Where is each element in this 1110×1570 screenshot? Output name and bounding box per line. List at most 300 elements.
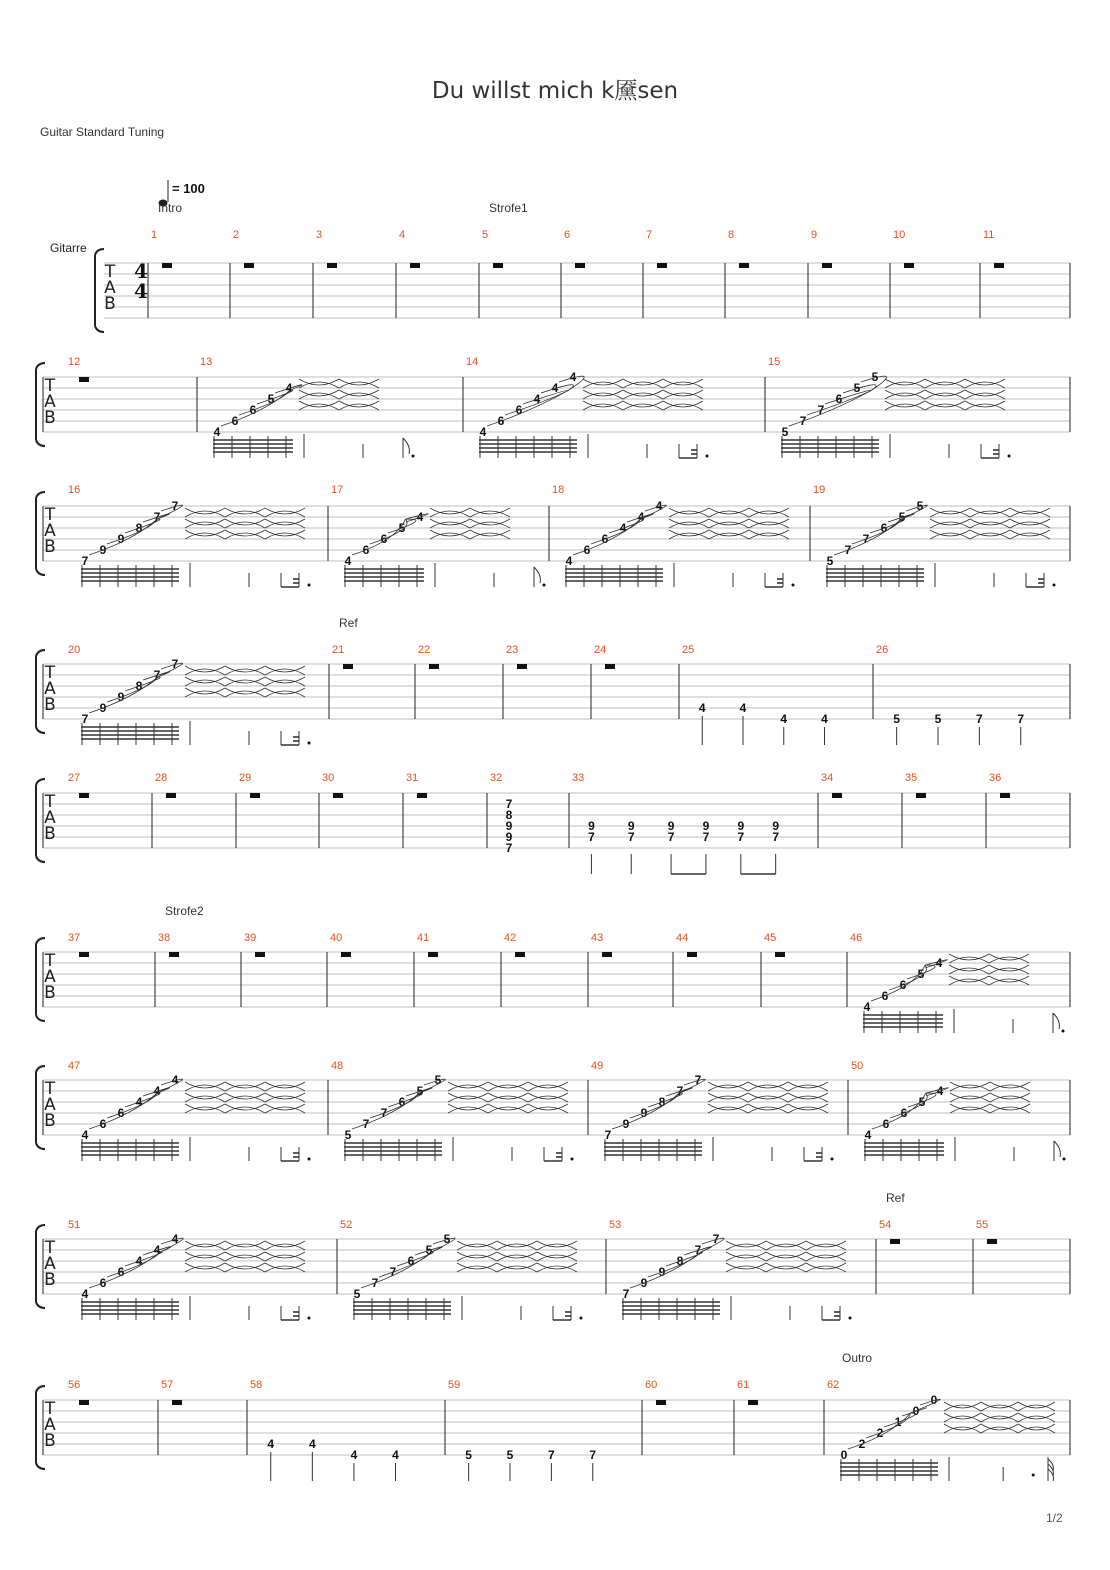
whole-rest xyxy=(994,263,1004,268)
section-label: Strofe2 xyxy=(165,904,204,918)
measure-number: 18 xyxy=(552,484,565,496)
measure-number: 4 xyxy=(399,229,406,241)
measure-number: 35 xyxy=(905,772,918,784)
fret-number: 5 xyxy=(267,392,275,406)
fret-number: 7 xyxy=(362,1117,370,1131)
fret-number: 5 xyxy=(465,1448,472,1462)
fret-number: 5 xyxy=(353,1287,361,1301)
whole-rest xyxy=(341,952,351,957)
tab-clef-letter: A xyxy=(44,1415,56,1435)
fret-number: 6 xyxy=(583,543,591,557)
tab-clef-letter: A xyxy=(44,1254,56,1274)
fret-number: 8 xyxy=(676,1254,684,1268)
tab-clef-letter: A xyxy=(44,679,56,699)
fret-number: 2 xyxy=(858,1437,866,1451)
measure-number: 50 xyxy=(851,1060,864,1072)
section-label: Ref xyxy=(886,1191,905,1205)
bracket-bottom-hook xyxy=(36,727,45,733)
whole-rest xyxy=(657,263,667,268)
fret-number: 5 xyxy=(871,370,879,384)
dot xyxy=(849,1317,852,1320)
measure-number: 1 xyxy=(151,229,158,241)
measure-number: 25 xyxy=(682,644,695,656)
fret-number: 5 xyxy=(916,499,924,513)
fret-number: 4 xyxy=(153,1084,161,1098)
fret-number: 5 xyxy=(416,1084,424,1098)
bracket-bottom-hook xyxy=(36,856,45,862)
measure-number: 3 xyxy=(316,229,323,241)
measure-number: 30 xyxy=(322,772,335,784)
measure-number: 16 xyxy=(68,484,81,496)
measure-number: 41 xyxy=(417,932,430,944)
fret-number: 4 xyxy=(864,1128,872,1142)
fret-number: 6 xyxy=(99,1276,107,1290)
fret-number: 1 xyxy=(894,1415,902,1429)
whole-rest xyxy=(166,793,176,798)
fret-number: 7 xyxy=(712,1232,720,1246)
fret-number: 4 xyxy=(698,701,706,715)
tab-clef-letter: T xyxy=(44,951,56,971)
fret-number: 7 xyxy=(694,1073,702,1087)
tab-clef-letter: B xyxy=(44,408,56,428)
fret-number: 5 xyxy=(398,521,406,535)
fret-number: 4 xyxy=(551,381,559,395)
whole-rest xyxy=(1000,793,1010,798)
measure-number: 60 xyxy=(645,1379,658,1391)
measure-number: 9 xyxy=(811,229,818,241)
measure-number: 29 xyxy=(239,772,252,784)
tab-clef-letter: T xyxy=(44,1238,56,1258)
fret-number: 4 xyxy=(619,521,627,535)
instrument-name: Gitarre xyxy=(50,241,87,255)
measure-number: 58 xyxy=(250,1379,263,1391)
fret-number: 7 xyxy=(1017,712,1025,726)
fret-number: 7 xyxy=(622,1287,630,1301)
fret-number: 4 xyxy=(863,1000,871,1014)
note-flag xyxy=(403,438,409,454)
tempo-marking: = 100 xyxy=(172,181,205,196)
whole-rest xyxy=(575,263,585,268)
fret-number: 5 xyxy=(506,1448,514,1462)
dot xyxy=(792,584,795,587)
fret-number: 4 xyxy=(285,381,293,395)
whole-rest xyxy=(493,263,503,268)
bracket-bottom-hook xyxy=(36,569,45,575)
fret-number: 7 xyxy=(702,830,710,844)
fret-number: 7 xyxy=(589,1448,597,1462)
whole-rest xyxy=(775,952,785,957)
let-ring-arc xyxy=(239,390,290,415)
fret-number: 7 xyxy=(380,1106,388,1120)
fret-number: 7 xyxy=(799,414,807,428)
let-ring-arc xyxy=(107,519,157,544)
whole-rest xyxy=(327,263,337,268)
fret-number: 7 xyxy=(694,1243,702,1257)
fret-number: 4 xyxy=(392,1448,399,1462)
fret-number: 7 xyxy=(817,403,825,417)
bracket-bottom-hook xyxy=(36,1302,45,1308)
whole-rest xyxy=(916,793,926,798)
time-signature-bottom: 4 xyxy=(134,279,148,303)
fret-number: 5 xyxy=(934,712,942,726)
measure-number: 10 xyxy=(893,229,906,241)
fret-number: 6 xyxy=(601,532,609,546)
fret-number: 4 xyxy=(308,1437,316,1451)
bracket-bottom-hook xyxy=(36,1015,45,1021)
fret-number: 4 xyxy=(936,1084,944,1098)
fret-number: 8 xyxy=(658,1095,666,1109)
whole-rest xyxy=(656,1400,666,1405)
dot xyxy=(1032,1474,1035,1477)
fret-number: 7 xyxy=(505,841,513,855)
note-flag xyxy=(1054,1141,1060,1157)
fret-number: 4 xyxy=(267,1437,275,1451)
fret-number: 4 xyxy=(171,1073,179,1087)
measure-number: 28 xyxy=(155,772,168,784)
dot xyxy=(412,455,415,458)
fret-number: 7 xyxy=(588,830,595,844)
fret-number: 7 xyxy=(371,1276,379,1290)
measure-number: 49 xyxy=(591,1060,604,1072)
whole-rest xyxy=(250,793,260,798)
fret-number: 9 xyxy=(640,1276,648,1290)
fret-number: 7 xyxy=(976,712,983,726)
dot xyxy=(571,1158,574,1161)
whole-rest xyxy=(822,263,832,268)
fret-number: 4 xyxy=(135,1254,143,1268)
tab-clef-letter: B xyxy=(44,1111,56,1131)
measure-number: 39 xyxy=(244,932,257,944)
measure-number: 54 xyxy=(879,1219,892,1231)
measure-number: 62 xyxy=(827,1379,840,1391)
let-ring-arc xyxy=(852,519,901,544)
page-number: 1/2 xyxy=(1046,1511,1063,1525)
section-label: Ref xyxy=(339,616,358,630)
fret-number: 9 xyxy=(505,830,513,844)
let-ring-arc xyxy=(370,1093,419,1118)
fret-number: 9 xyxy=(667,819,675,833)
dot xyxy=(1063,1158,1066,1161)
tab-clef-letter: B xyxy=(44,1431,56,1451)
fret-number: 6 xyxy=(231,414,239,428)
fret-number: 5 xyxy=(781,425,789,439)
tuning-label: Guitar Standard Tuning xyxy=(40,125,165,139)
fret-number: 4 xyxy=(350,1448,358,1462)
fret-number: 6 xyxy=(398,1095,406,1109)
measure-number: 13 xyxy=(200,356,213,368)
fret-number: 7 xyxy=(676,1084,684,1098)
fret-number: 7 xyxy=(627,830,635,844)
fret-number: 0 xyxy=(912,1404,920,1418)
note-flag xyxy=(1053,1013,1059,1029)
measure-number: 26 xyxy=(876,644,889,656)
measure-number: 14 xyxy=(466,356,479,368)
dot xyxy=(706,455,709,458)
fret-number: 6 xyxy=(249,403,257,417)
tab-clef-letter: A xyxy=(44,392,56,412)
whole-rest xyxy=(428,952,438,957)
whole-rest xyxy=(79,952,89,957)
measure-number: 36 xyxy=(989,772,1002,784)
fret-number: 7 xyxy=(772,830,780,844)
fret-number: 9 xyxy=(658,1265,666,1279)
tab-clef-letter: T xyxy=(44,505,56,525)
tab-clef-letter: A xyxy=(44,808,56,828)
fret-number: 4 xyxy=(213,425,221,439)
measure-number: 7 xyxy=(646,229,653,241)
bracket-top-hook xyxy=(36,1386,45,1392)
whole-rest xyxy=(172,1400,182,1405)
measure-number: 27 xyxy=(68,772,81,784)
fret-number: 9 xyxy=(627,819,635,833)
fret-number: 6 xyxy=(362,543,370,557)
fret-number: 7 xyxy=(81,554,89,568)
fret-number: 6 xyxy=(497,414,505,428)
measure-number: 21 xyxy=(332,644,345,656)
fret-number: 7 xyxy=(81,712,89,726)
whole-rest xyxy=(515,952,525,957)
measure-number: 53 xyxy=(609,1219,622,1231)
measure-number: 2 xyxy=(233,229,240,241)
whole-rest xyxy=(987,1239,997,1244)
section-label: Intro xyxy=(158,201,183,215)
measure-number: 56 xyxy=(68,1379,81,1391)
fret-number: 5 xyxy=(443,1232,451,1246)
whole-rest xyxy=(410,263,420,268)
fret-number: 9 xyxy=(505,819,513,833)
bracket-top-hook xyxy=(36,492,45,498)
fret-number: 4 xyxy=(655,499,663,513)
fret-number: 7 xyxy=(171,657,179,671)
fret-number: 6 xyxy=(835,392,843,406)
fret-number: 4 xyxy=(153,1243,161,1257)
fret-number: 7 xyxy=(171,499,179,513)
measure-number: 46 xyxy=(850,932,863,944)
fret-number: 5 xyxy=(344,1128,352,1142)
dot xyxy=(543,584,546,587)
whole-rest xyxy=(333,793,343,798)
measure-number: 51 xyxy=(68,1219,81,1231)
measure-number: 43 xyxy=(591,932,604,944)
tab-clef-letter: B xyxy=(104,294,116,314)
measure-number: 48 xyxy=(331,1060,344,1072)
fret-number: 9 xyxy=(640,1106,648,1120)
fret-number: 8 xyxy=(505,808,513,822)
fret-number: 4 xyxy=(637,510,645,524)
bracket-bottom-hook xyxy=(36,440,45,446)
bracket-bottom-hook xyxy=(95,326,104,332)
fret-number: 5 xyxy=(434,1073,442,1087)
measure-number: 44 xyxy=(676,932,689,944)
measure-number: 55 xyxy=(976,1219,989,1231)
whole-rest xyxy=(343,664,353,669)
tab-clef-letter: T xyxy=(44,792,56,812)
tab-clef-letter: T xyxy=(104,262,116,282)
measure-number: 34 xyxy=(821,772,834,784)
fret-number: 7 xyxy=(548,1448,555,1462)
fret-number: 6 xyxy=(880,521,888,535)
fret-number: 5 xyxy=(853,381,861,395)
section-label: Outro xyxy=(842,1351,873,1365)
whole-rest xyxy=(79,377,89,382)
tab-clef-letter: T xyxy=(44,1079,56,1099)
tab-clef-letter: T xyxy=(44,1399,56,1419)
fret-number: 4 xyxy=(935,956,943,970)
measure-number: 47 xyxy=(68,1060,81,1072)
fret-number: 9 xyxy=(117,532,125,546)
let-ring-arc xyxy=(107,1252,160,1277)
tab-clef-letter: A xyxy=(104,278,116,298)
fret-number: 7 xyxy=(844,543,852,557)
fret-number: 4 xyxy=(569,370,577,384)
whole-rest xyxy=(429,664,439,669)
fret-number: 0 xyxy=(840,1448,848,1462)
measure-number: 52 xyxy=(340,1219,353,1231)
let-ring-arc xyxy=(107,1093,157,1118)
fret-number: 4 xyxy=(171,1232,179,1246)
fret-number: 4 xyxy=(739,701,747,715)
fret-number: 6 xyxy=(117,1265,125,1279)
fret-number: 4 xyxy=(135,1095,143,1109)
fret-number: 5 xyxy=(425,1243,433,1257)
whole-rest xyxy=(79,793,89,798)
fret-number: 4 xyxy=(821,712,828,726)
fret-number: 6 xyxy=(380,532,388,546)
measure-number: 31 xyxy=(406,772,419,784)
whole-rest xyxy=(417,793,427,798)
fret-number: 8 xyxy=(135,679,143,693)
whole-rest xyxy=(79,1400,89,1405)
fret-number: 6 xyxy=(117,1106,125,1120)
measure-number: 6 xyxy=(564,229,571,241)
fret-number: 7 xyxy=(153,668,161,682)
bracket-top-hook xyxy=(36,938,45,944)
fret-number: 7 xyxy=(505,797,513,811)
measure-number: 11 xyxy=(983,229,995,241)
whole-rest xyxy=(169,952,179,957)
measure-number: 45 xyxy=(764,932,777,944)
tab-clef-letter: B xyxy=(44,983,56,1003)
tab-clef-letter: B xyxy=(44,695,56,715)
dot xyxy=(308,1317,311,1320)
measure-number: 57 xyxy=(161,1379,174,1391)
fret-number: 4 xyxy=(344,554,352,568)
fret-number: 5 xyxy=(918,1095,926,1109)
fret-number: 6 xyxy=(899,978,907,992)
whole-rest xyxy=(602,952,612,957)
measure-number: 8 xyxy=(728,229,735,241)
whole-rest xyxy=(904,263,914,268)
tab-clef-letter: B xyxy=(44,537,56,557)
whole-rest xyxy=(687,952,697,957)
measure-number: 20 xyxy=(68,644,81,656)
dot xyxy=(308,1158,311,1161)
fret-number: 9 xyxy=(588,819,595,833)
measure-number: 61 xyxy=(737,1379,750,1391)
whole-rest xyxy=(739,263,749,268)
let-ring-arc xyxy=(591,519,640,544)
measure-number: 5 xyxy=(482,229,489,241)
dot xyxy=(831,1158,834,1161)
whole-rest xyxy=(244,263,254,268)
fret-number: 6 xyxy=(99,1117,107,1131)
fret-number: 5 xyxy=(898,510,906,524)
fret-number: 8 xyxy=(135,521,143,535)
measure-number: 37 xyxy=(68,932,81,944)
fret-number: 5 xyxy=(917,967,925,981)
bracket-bottom-hook xyxy=(36,1463,45,1469)
dot xyxy=(1008,455,1011,458)
measure-number: 59 xyxy=(448,1379,461,1391)
fret-number: 9 xyxy=(737,819,745,833)
let-ring-arc xyxy=(379,1252,431,1277)
fret-number: 9 xyxy=(99,701,107,715)
tab-clef-letter: T xyxy=(44,376,56,396)
tab-clef-letter: B xyxy=(44,1270,56,1290)
bracket-top-hook xyxy=(36,779,45,785)
fret-number: 5 xyxy=(826,554,834,568)
bracket-top-hook xyxy=(36,1225,45,1231)
bracket-top-hook xyxy=(95,249,104,255)
fret-number: 9 xyxy=(117,690,125,704)
measure-number: 17 xyxy=(331,484,344,496)
fret-number: 9 xyxy=(772,819,780,833)
whole-rest xyxy=(162,263,172,268)
tab-clef-letter: B xyxy=(44,824,56,844)
fret-number: 7 xyxy=(153,510,161,524)
let-ring-arc xyxy=(630,1093,679,1118)
fret-number: 6 xyxy=(881,989,889,1003)
section-label: Strofe1 xyxy=(489,201,528,215)
tab-clef-letter: A xyxy=(44,967,56,987)
measure-number: 33 xyxy=(572,772,585,784)
let-ring-arc xyxy=(107,677,157,702)
let-ring-arc xyxy=(648,1252,701,1277)
dot xyxy=(1062,1030,1065,1033)
measure-number: 38 xyxy=(158,932,171,944)
whole-rest xyxy=(255,952,265,957)
bracket-top-hook xyxy=(36,1066,45,1072)
fret-number: 0 xyxy=(930,1393,938,1407)
dot xyxy=(308,742,311,745)
tab-clef-letter: T xyxy=(44,663,56,683)
fret-number: 2 xyxy=(876,1426,884,1440)
measure-number: 22 xyxy=(418,644,431,656)
fret-number: 7 xyxy=(667,830,675,844)
bracket-top-hook xyxy=(36,363,45,369)
song-title: Du willst mich k黡sen xyxy=(431,78,679,104)
fret-number: 6 xyxy=(515,403,523,417)
measure-number: 40 xyxy=(330,932,343,944)
fret-number: 6 xyxy=(882,1117,890,1131)
bracket-bottom-hook xyxy=(36,1143,45,1149)
fret-number: 7 xyxy=(604,1128,612,1142)
measure-number: 15 xyxy=(768,356,781,368)
fret-number: 7 xyxy=(862,532,870,546)
fret-number: 6 xyxy=(900,1106,908,1120)
fret-number: 6 xyxy=(407,1254,415,1268)
measure-number: 24 xyxy=(594,644,607,656)
fret-number: 4 xyxy=(479,425,487,439)
bracket-top-hook xyxy=(36,650,45,656)
whole-rest xyxy=(517,664,527,669)
dot xyxy=(1053,584,1056,587)
measure-number: 12 xyxy=(68,356,81,368)
fret-number: 4 xyxy=(565,554,573,568)
fret-number: 9 xyxy=(702,819,710,833)
whole-rest xyxy=(605,664,615,669)
measure-number: 42 xyxy=(504,932,517,944)
